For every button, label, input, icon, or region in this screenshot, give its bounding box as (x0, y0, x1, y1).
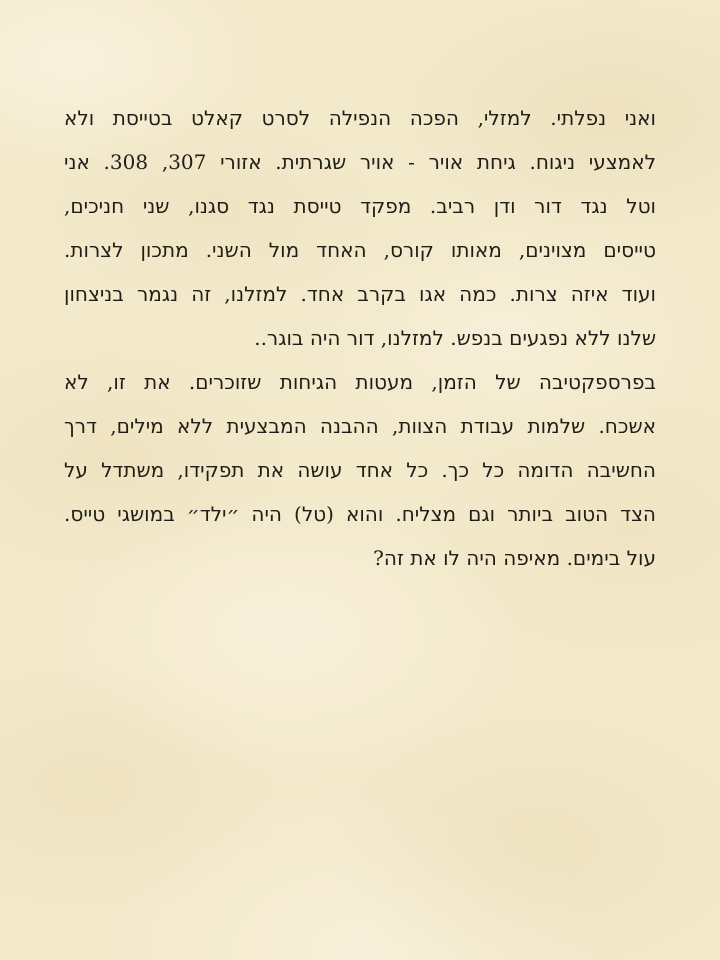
text-line: בפרספקטיבה של הזמן, מעטות הגיחות שזוכרים. את זו, לא (64, 370, 656, 394)
text-line: ועוד איזה צרות. כמה אגו בקרב אחד. למזלנו, זה נגמר בניצחון (64, 282, 656, 306)
text-line: שלנו ללא נפגעים בנפש. למזלנו, דור היה בוגר.. (254, 326, 656, 350)
text-line: עול בימים. מאיפה היה לו את זה? (373, 546, 656, 570)
text-line: טייסים מצוינים, מאותו קורס, האחד מול השני. מתכון לצרות. (64, 238, 656, 262)
text-line: וטל נגד דור ודן רביב. מפקד טייסת נגד סגנו, שני חניכים, (64, 194, 656, 218)
text-line: לאמצעי ניגוח. גיחת אויר - אויר שגרתית. אזורי 307, 308. אני (64, 150, 656, 174)
paragraph-1 (64, 96, 656, 360)
text-line: הצד הטוב ביותר וגם מצליח. והוא (טל) היה ״ילד״ במושגי טייס. (64, 502, 656, 526)
text-line: אשכח. שלמות עבודת הצוות, ההבנה המבצעית ללא מילים, דרך (64, 414, 656, 438)
text-line: החשיבה הדומה כל כך. כל אחד עושה את תפקידו, משתדל על (64, 458, 656, 482)
text-line: ואני נפלתי. למזלי, הפכה הנפילה לסרט קאלט בטייסת ולא (64, 106, 656, 130)
paragraph-2 (64, 360, 656, 580)
